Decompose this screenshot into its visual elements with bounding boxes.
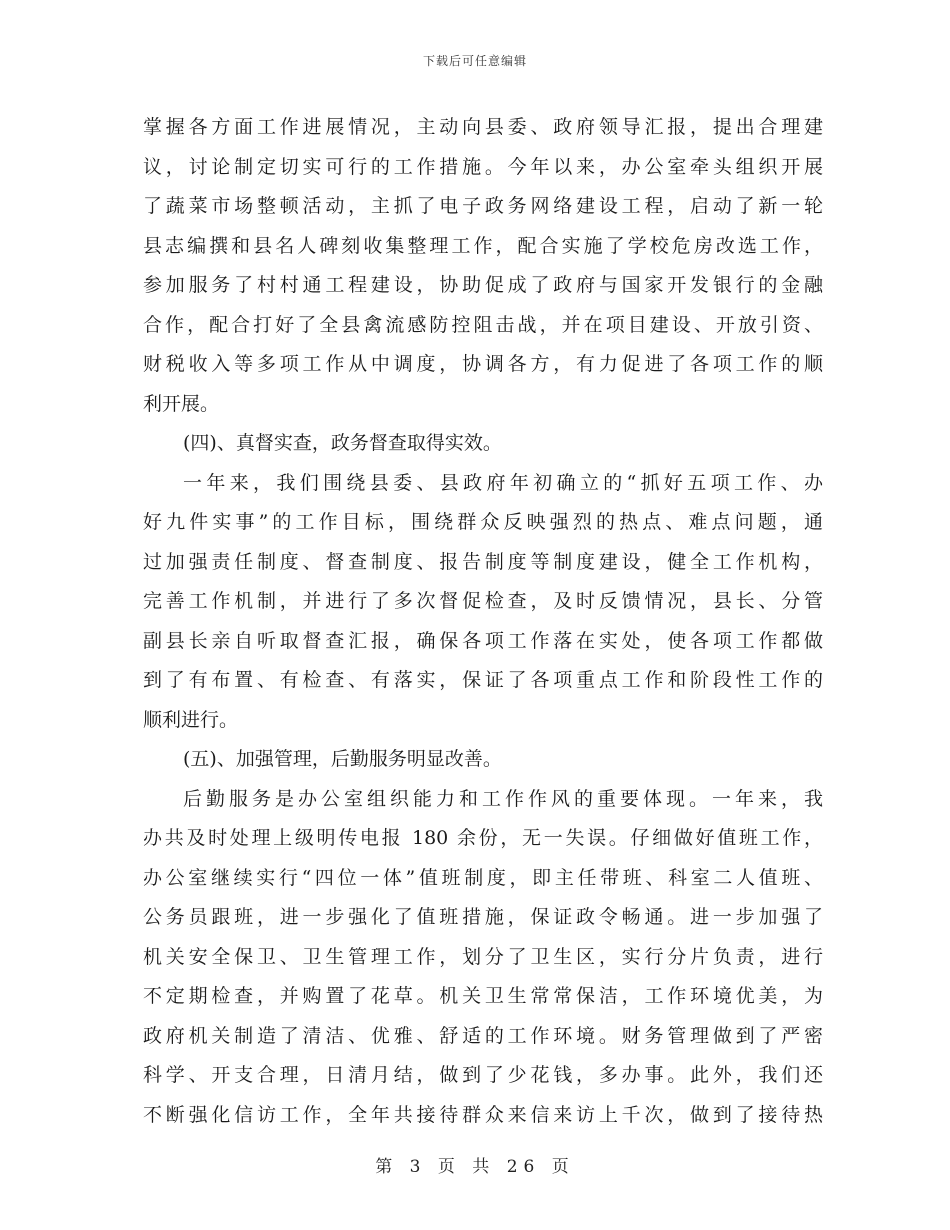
section-heading: (五)、加强管理，后勤服务明显改善。 xyxy=(183,748,502,770)
paragraph-line: 县志编撰和县名人碑刻收集整理工作，配合实施了学校危房改选工作， xyxy=(143,234,823,257)
paragraph-line: 机关安全保卫、卫生管理工作，划分了卫生区，实行分片负责，进行 xyxy=(143,945,823,968)
paragraph-line: 公务员跟班，进一步强化了值班措施，保证政令畅通。进一步加强了 xyxy=(143,906,823,928)
paragraph-line: 财税收入等多项工作从中调度，协调各方，有力促进了各项工作的顺 xyxy=(143,353,823,375)
paragraph-line: 掌握各方面工作进展情况，主动向县委、政府领导汇报，提出合理建 xyxy=(143,116,823,138)
section-heading: (四)、真督实查，政务督查取得实效。 xyxy=(183,432,502,454)
paragraph-line: 副县长亲自听取督查汇报，确保各项工作落在实处，使各项工作都做 xyxy=(143,629,823,652)
paragraph-line: 后勤服务是办公室组织能力和工作作风的重要体现。一年来，我 xyxy=(183,787,823,810)
paragraph-line: 办公室继续实行“四位一体”值班制度，即主任带班、科室二人值班、 xyxy=(143,866,823,889)
paragraph-line: 合作，配合打好了全县禽流感防控阻击战，并在项目建设、开放引资、 xyxy=(143,313,823,336)
paragraph-line: 参加服务了村村通工程建设，协助促成了政府与国家开发银行的金融 xyxy=(143,274,823,296)
paragraph-line: 了蔬菜市场整顿活动，主抓了电子政务网络建设工程，启动了新一轮 xyxy=(143,195,823,217)
paragraph-line: 顺利进行。 xyxy=(143,708,239,731)
paragraph-line: 利开展。 xyxy=(143,392,220,415)
paragraph-line: 好九件实事”的工作目标，围绕群众反映强烈的热点、难点问题，通 xyxy=(143,511,823,533)
paragraph-line: 议，讨论制定切实可行的工作措施。今年以来，办公室牵头组织开展 xyxy=(143,155,823,178)
page-header: 下载后可任意编辑 xyxy=(422,54,527,68)
paragraph-line: 办共及时处理上级明传电报 180 余份，无一失误。仔细做好值班工作， xyxy=(143,827,823,849)
paragraph-line: 完善工作机制，并进行了多次督促检查，及时反馈情况，县长、分管 xyxy=(143,590,823,612)
paragraph-line: 到了有布置、有检查、有落实，保证了各项重点工作和阶段性工作的 xyxy=(143,669,823,691)
document-body xyxy=(143,108,823,1135)
paragraph-line: 科学、开支合理，日清月结，做到了少花钱，多办事。此外，我们还 xyxy=(143,1064,823,1086)
page-number-footer: 第 3 页 共 26 页 xyxy=(375,1157,575,1177)
paragraph-line: 过加强责任制度、督查制度、报告制度等制度建设，健全工作机构， xyxy=(143,550,823,573)
paragraph-line: 不断强化信访工作，全年共接待群众来信来访上千次，做到了接待热 xyxy=(143,1103,823,1126)
paragraph-line: 不定期检查，并购置了花草。机关卫生常常保洁，工作环境优美，为 xyxy=(143,985,823,1007)
paragraph-line: 一年来，我们围绕县委、县政府年初确立的“抓好五项工作、办 xyxy=(183,471,823,494)
paragraph-line: 政府机关制造了清洁、优雅、舒适的工作环境。财务管理做到了严密 xyxy=(143,1024,823,1047)
